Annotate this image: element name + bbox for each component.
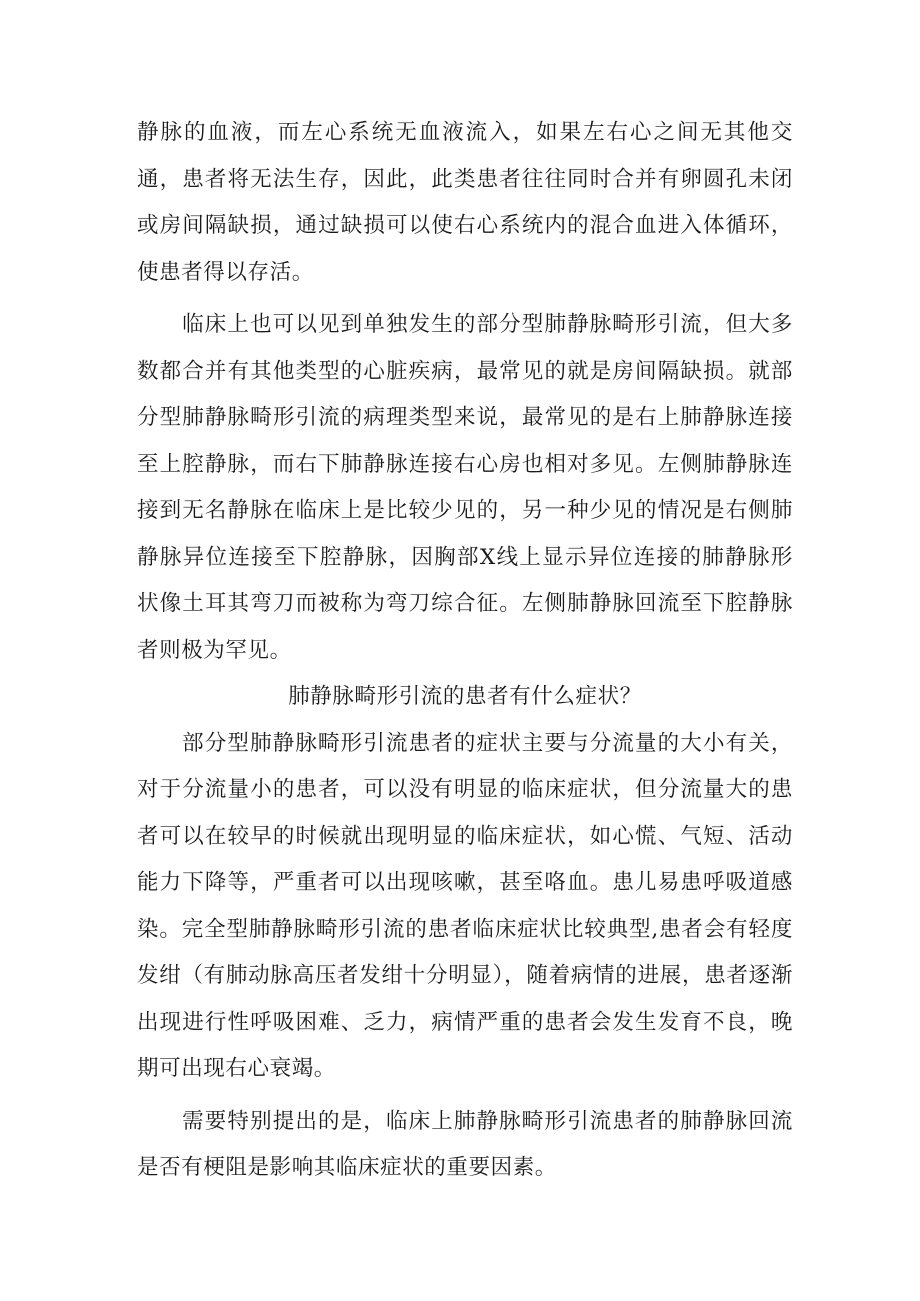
section-heading-symptoms: 肺静脉畸形引流的患者有什么症状？ bbox=[288, 684, 642, 709]
paragraph-continuation: 静脉的血液，而左心系统无血液流入，如果左右心之间无其他交通，患者将无法生存，因此，此类患者往往同时合并有卵圆孔未闭或房间隔缺损，通过缺损可以使右心系统内的混合血进入体循环，使患者得以存活。 bbox=[137, 120, 793, 285]
paragraph-obstruction-note: 需要特别提出的是，临床上肺静脉畸形引流患者的肺静脉回流是否有梗阻是影响其临床症状的重要因素。 bbox=[137, 1108, 793, 1180]
paragraph-symptoms: 部分型肺静脉畸形引流患者的症状主要与分流量的大小有关，对于分流量小的患者，可以没有明显的临床症状，但分流量大的患者可以在较早的时候就出现明显的临床症状，如心慌、气短、活动能力下降等，严重者可以出现咳嗽，甚至咯血。患儿易患呼吸道感染。完全型肺静脉畸形引流的患者临床症状比较典型,患者会有轻度发绀（有肺动脉高压者发绀十分明显），随着病情的进展，患者逐渐出现进行性呼吸困难、乏力，病情严重的患者会发生发育不良，晚期可出现右心衰竭。 bbox=[137, 730, 793, 1081]
document-body bbox=[137, 110, 793, 1192]
paragraph-pathology-types: 临床上也可以见到单独发生的部分型肺静脉畸形引流，但大多数都合并有其他类型的心脏疾病，最常见的就是房间隔缺损。就部分型肺静脉畸形引流的病理类型来说，最常见的是右上肺静脉连接至上腔静脉，而右下肺静脉连接右心房也相对多见。左侧肺静脉连接到无名静脉在临床上是比较少见的，另一种少见的情况是右侧肺静脉异位连接至下腔静脉，因胸部X线上显示异位连接的肺静脉形状像土耳其弯刀而被称为弯刀综合征。左侧肺静脉回流至下腔静脉者则极为罕见。 bbox=[137, 312, 793, 663]
